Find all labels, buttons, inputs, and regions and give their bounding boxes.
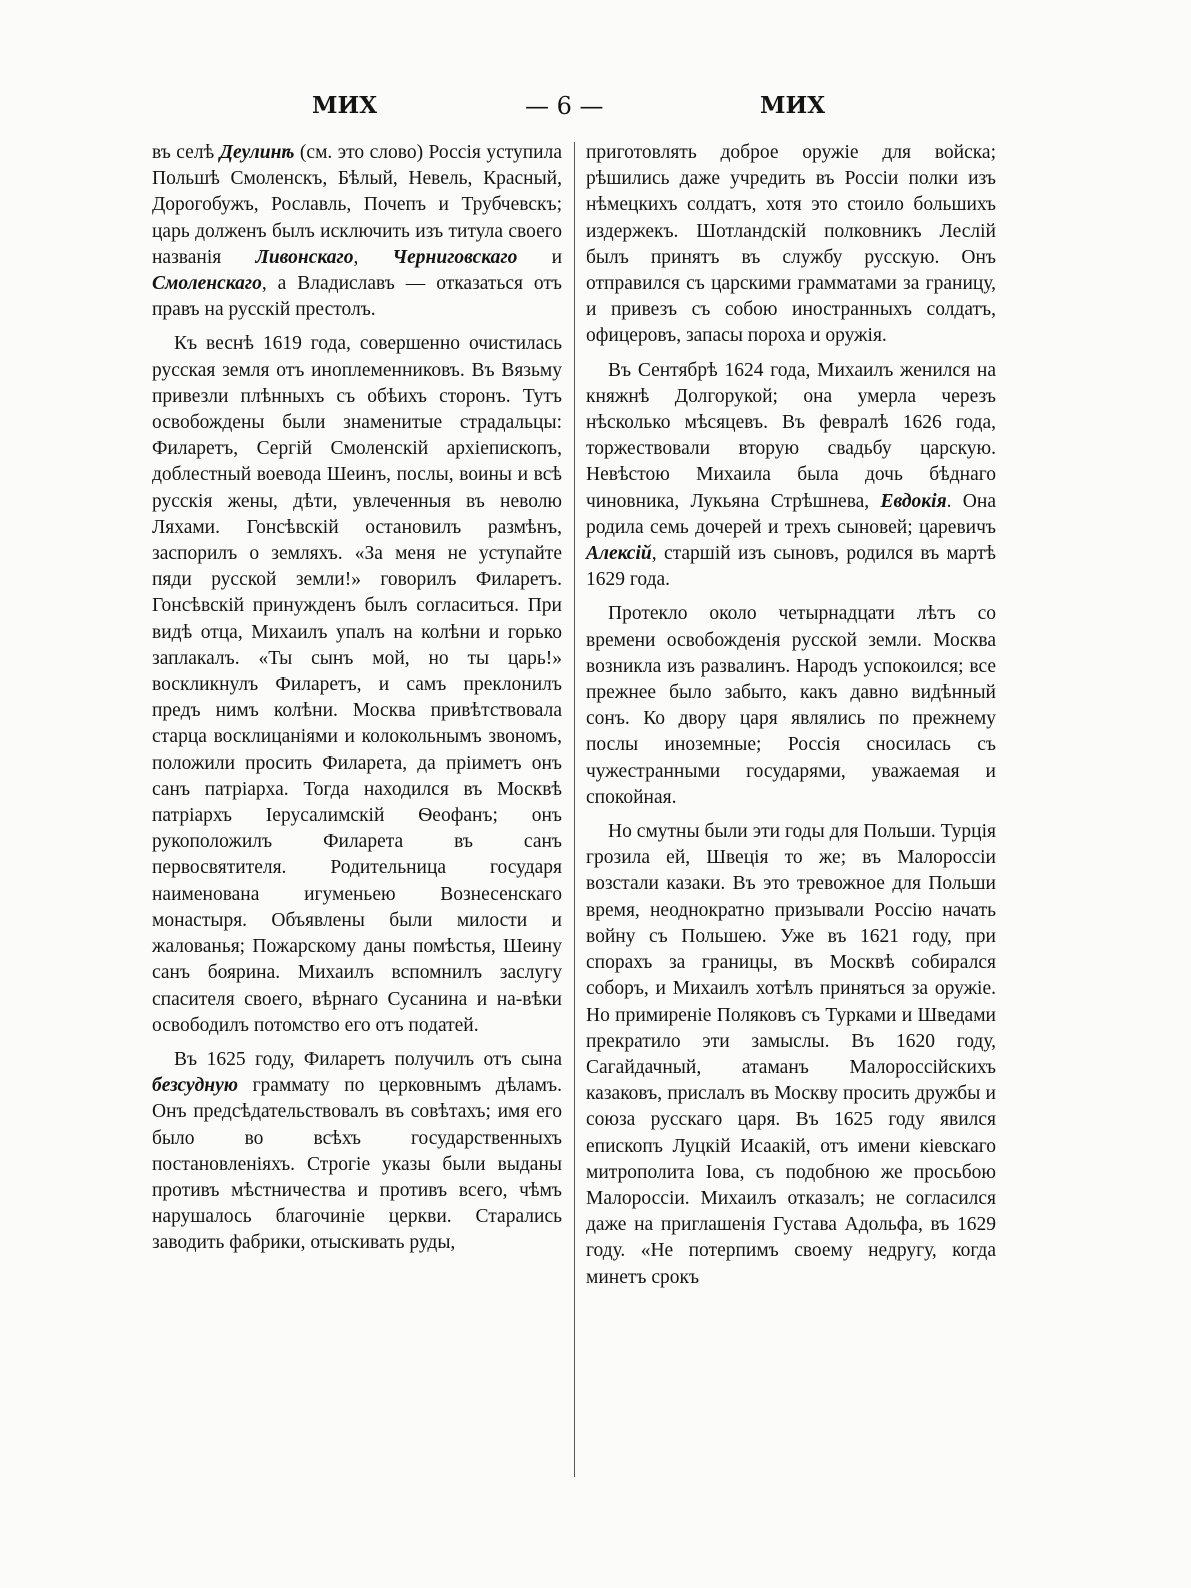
text-run: въ селѣ: [152, 142, 220, 163]
text-run: ,: [353, 246, 393, 268]
paragraph: [152, 331, 562, 1038]
running-header: [140, 92, 1020, 126]
text-run: (см. это слово) Россія уступила Польшѣ Смоленскъ, Бѣлый, Невель, Красный, Дорогобужъ, Рославль, Почепъ и Трубчевскъ; царь долженъ былъ исключить изъ титула своего названія: [152, 142, 563, 268]
header-right-word: МИХ: [760, 92, 826, 119]
paragraph: [152, 1047, 562, 1257]
text-run: , а Владиславъ — отказаться отъ правъ на русскій престолъ.: [152, 273, 562, 321]
text-run: граммату по церковнымъ дѣламъ. Онъ предсѣдательствовалъ въ совѣтахъ; имя его было во всѣхъ государственныхъ постановленіяхъ. Строгіе указы были выданы противъ мѣстничества и противъ всего, чѣмъ нарушалось благочиніе церкви. Старались заводить фабрики, отыскивать руды,: [152, 1075, 562, 1254]
paragraph: [586, 819, 996, 1291]
text-run: Но смутны были эти годы для Польши. Турція грозила ей, Швеція то же; въ Малороссіи возстали казаки. Въ это тревожное для Польши время, неоднократно призывали Россію начать войну съ Польшею. Уже въ 1621 году, при спорахъ за границы, въ Москвѣ собирался соборъ, и Михаилъ хотѣлъ приняться за оружіе. Но примиреніе Поляковъ съ Турками и Шведами прекратило эти замыслы. Въ 1620 году, Сагайдачный, атаманъ Малороссійскихъ казаковъ, прислалъ въ Москву просить дружбы и союза русскаго царя. Въ 1625 году явился епископъ Луцкій Исаакій, отъ имени кіевскаго митрополита Іова, съ подобною же просьбою Малороссіи. Михаилъ отказалъ; не согласился даже на приглашенія Густава Адольфа, въ 1629 году. «Не потерпимъ своему недругу, когда минетъ срокъ: [586, 821, 996, 1288]
paragraph: [152, 140, 562, 323]
text-run: приготовлять доброе оружіе для войска; рѣшились даже учредить въ Россіи полки изъ нѣмецкихъ солдатъ, хотя это стоило большихъ издержекъ. Шотландскій полковникъ Леслій былъ принятъ въ службу русскую. Онъ отправился съ царскими грамматами за границу, и привезъ съ собою иностранныхъ солдатъ, офицеровъ, запасы пороха и оружія.: [586, 142, 996, 347]
text-run: и: [517, 246, 562, 268]
italic-text-run: Черниговскаго: [392, 246, 518, 268]
text-run: Въ Сентябрѣ 1624 года, Михаилъ женился на княжнѣ Долгорукой; она умерла черезъ нѣсколько мѣсяцевъ. Въ февралѣ 1626 года, торжествовали вторую свадьбу царскую. Невѣстою Михаила была дочь бѣднаго чиновника, Лукьяна Стрѣшнева,: [586, 359, 996, 512]
text-run: Протекло около четырнадцати лѣтъ со времени освобожденія русской земли. Москва возникла изъ развалинъ. Народъ успокоился; все прежнее было забыто, какъ давно видѣнный сонъ. Ко двору царя являлись по прежнему послы иноземные; Россія сносилась съ чужестранными государями, уважаемая и спокойная.: [586, 603, 996, 808]
paragraph: [586, 358, 996, 594]
page-number: — 6 —: [525, 92, 604, 120]
italic-text-run: Ливонскаго: [255, 246, 354, 268]
right-column: [586, 140, 996, 1299]
text-run: Въ 1625 году, Филаретъ получилъ отъ сына: [174, 1048, 562, 1070]
text-run: , старшій изъ сыновъ, родился въ мартѣ 1629 года.: [586, 543, 996, 591]
header-left-word: МИХ: [312, 92, 378, 119]
text-run: . Она родила семь дочерей и трехъ сыновей; царевичъ: [586, 490, 996, 538]
column-divider: [574, 142, 575, 1477]
text-run: Къ веснѣ 1619 года, совершенно очистилась русская земля отъ иноплеменниковъ. Въ Вязьму привезли плѣнныхъ съ обѣихъ сторонъ. Тутъ освобождены были знаменитые страдальцы: Филаретъ, Сергій Смоленскій архіепископъ, доблестный воевода Шеинъ, послы, воины и всѣ русскія жены, дѣти, увлеченныя въ неволю Ляхами. Гонсѣвскій остановилъ размѣнъ, заспорилъ о земляхъ. «За меня не уступайте пяди русской земли!» говорилъ Филаретъ. Гонсѣвскій принужденъ былъ согласиться. При видѣ отца, Михаилъ упалъ на колѣни и горько заплакалъ. «Ты сынъ мой, но ты царь!» воскликнулъ Филаретъ, и самъ преклонилъ предъ нимъ колѣни. Москва привѣтствовала старца восклицаніями и колокольнымъ звономъ, положили просить Филарета, да пріиметъ онъ санъ патріарха. Тогда находился въ Москвѣ патріархъ Іерусалимскій Ѳеофанъ; онъ рукоположилъ Филарета въ санъ первосвятителя. Родительница государя наименована игуменьею Вознесенскаго монастыря. Объявлены были милости и жалованья; Пожарскому даны помѣстья, Шеину санъ боярина. Михаилъ вспомнилъ заслугу спасителя своего, вѣрнаго Сусанина и на-вѣки освободилъ потомство его отъ податей.: [152, 333, 562, 1036]
italic-text-run: Евдокія: [880, 490, 947, 512]
italic-text-run: Деулинѣ: [219, 142, 295, 163]
left-column: [152, 140, 562, 1265]
paragraph: [586, 601, 996, 811]
italic-text-run: Алексій: [586, 543, 652, 565]
italic-text-run: Смоленскаго: [152, 273, 262, 295]
italic-text-run: безсудную: [152, 1075, 238, 1097]
paragraph: [586, 140, 996, 350]
